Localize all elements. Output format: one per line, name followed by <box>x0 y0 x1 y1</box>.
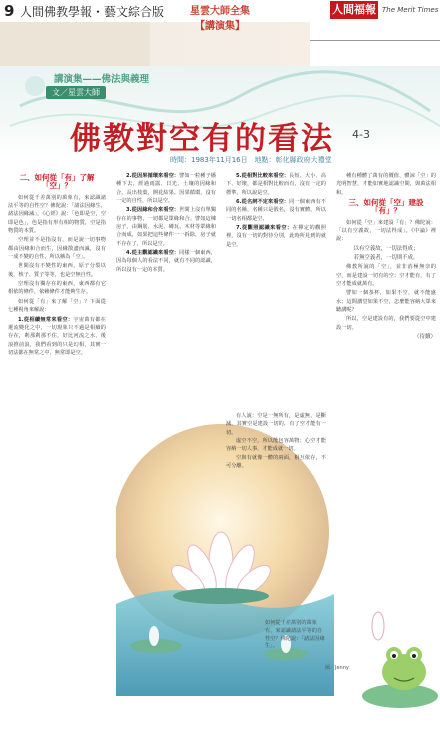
collection-subtitle: 【講演集】 <box>195 21 245 32</box>
illustration-credit: 圖／Jenny <box>325 665 349 671</box>
section-heading-3: 三、如何從「空」建設「有」？ <box>348 198 424 216</box>
text-column-2 <box>116 172 216 412</box>
paragraph: 如何從「有」來了解「空」？下面從七種視角來解說： <box>8 298 106 314</box>
point-heading: 2.從因果循環來看空： <box>126 173 180 179</box>
point-heading: 5.從相對比較來看空： <box>236 173 290 179</box>
point-heading: 6.從名詞不定來看空： <box>236 199 290 206</box>
paragraph: 種有種體了萬有的價值、體諒「空」的光明智慧，才能如實地認識空間，與萬法相和。 <box>336 173 436 196</box>
point-text: 譬如一粒種子播種下去，經過雨露、日光、土壤的因緣和合，長出枝葉，開花結果。因果循環，沒有一定的自性，所以是空。 <box>116 173 216 205</box>
newspaper-logo: 人間福報 <box>330 1 378 19</box>
paragraph: 有人說：空是一無所有，是虛無，是斷滅，其實空是建設一切的，有了空才能有一切。 <box>226 413 326 436</box>
point-text: 同樣一個東西，因為每個人的看法不同，就有不同的認識，所以沒有一定的本質。 <box>116 250 216 273</box>
text-column-3-continued <box>226 412 326 612</box>
header-decor-left <box>0 22 150 66</box>
point-heading: 7.從觀照認識來看空： <box>236 225 293 232</box>
point-text: 長短、大小、高下、好壞，都是相對比較而有，沒有一定的標準，所以說是空。 <box>226 173 326 196</box>
series-label: 講演集——佛法與義理 <box>54 74 150 85</box>
paragraph: 如何從「空」來建設「有」？佛陀說：「以有空義故，一切法得成」。《中論》裡說： <box>336 219 436 243</box>
paragraph: 空理沒有獨存在的東西，東西都有它相依的條件，依賴條件才能夠生存。 <box>8 281 106 296</box>
page-number: 9 <box>4 2 15 20</box>
paragraph: 世間沒有不變性的東西，原子分裂以後，核子、質子等等，也是空無自性。 <box>8 263 106 278</box>
point-text: 世間上沒有單獨存在的事物，一切都是眾緣和合。譬如這棟房子，由鋼筋、水泥、磚瓦、木材等眾緣和合而成，如果把這些條件一一拆除，房子就不存在了，所以是空。 <box>116 207 216 247</box>
point-text: 在禪定的觀照裡，沒有一切的對待分別，此時所見到的就是空。 <box>226 225 326 248</box>
illustration-caption: 如何從千差萬別的萬象有，來認識諸法平等的自性空？佛陀說：「諸法因緣生」。 <box>265 620 325 650</box>
paragraph: 空理並不是指沒有，而是說一切事物都由因緣和合而生，因緣散盡而滅，沒有一成不變的自性，所以稱為「空」。 <box>8 237 106 261</box>
text-column-3 <box>226 172 326 412</box>
point-heading: 3.從因緣和合來看空： <box>126 207 180 214</box>
author-tag: 文／星雲大師 <box>46 86 106 99</box>
paragraph: 空與有就像一體的兩面，相互依存，不可分離。 <box>226 454 326 470</box>
point-text: 宇宙萬有都在遷流變化之中，一切現象只不過是相續的存在，剎那剎那不住，好比河流之水，後浪推前浪，我們看到的只是幻相，其實一切法都在無常之中，無常即是空。 <box>8 316 106 356</box>
page-footer <box>0 712 440 735</box>
header-decor-right <box>310 22 440 66</box>
verse-line: 若無空義者，一切則不成。 <box>353 254 419 261</box>
paragraph: 虛空不空，所以能包容萬物；心空才能容納一切人事，才能成就一切。 <box>226 438 326 453</box>
paragraph: 譬如一個茶杯，如果不空，就不能盛水；這間講堂如果不空，怎麼能容納大眾來聽講呢？ <box>336 290 436 313</box>
to-be-continued: （待續） <box>413 333 436 340</box>
newspaper-logo-en: The Merit Times <box>382 6 439 14</box>
point-heading: 4.從主觀認識來看空： <box>126 250 180 257</box>
collection-title: 星雲大師全集 <box>190 6 250 17</box>
article-title: 佛教對空有的看法 <box>70 121 334 157</box>
text-column-1 <box>8 172 106 692</box>
verse-line: 以有空義故，一切法得成； <box>353 245 419 252</box>
point-text: 同一個東西有不同的名稱，名稱只是假名，沒有實體，所以一切名相都是空。 <box>226 199 326 222</box>
lecture-meta: 時間：1983年11月16日 地點：彰化縣政府大禮堂 <box>170 156 332 164</box>
section-heading-2: 二、如何從「有」了解「空」？ <box>19 173 95 191</box>
article-part: 4-3 <box>352 128 370 141</box>
section-name: 人間佛教學報・藝文綜合版 <box>20 5 165 19</box>
paragraph: 如何從千差萬別的萬象有，來認識諸法平等的自性空？佛陀說：「諸法因緣生，諸法因緣滅」，《心經》說：「色即是空，空即是色」，色是指有形有相的物質，空是指物質的本質。 <box>8 194 106 235</box>
point-heading: 1.從相續無常來看空： <box>18 316 74 323</box>
paragraph: 佛教所說的「空」，並非消極無奈的空，而是建設一切有的空；空才能有，有了空才能成就萬有。 <box>336 264 436 287</box>
frog-illustration <box>360 600 440 712</box>
paragraph: 所以，空是建設有的，我們要從空中建設一切。 <box>336 316 436 331</box>
